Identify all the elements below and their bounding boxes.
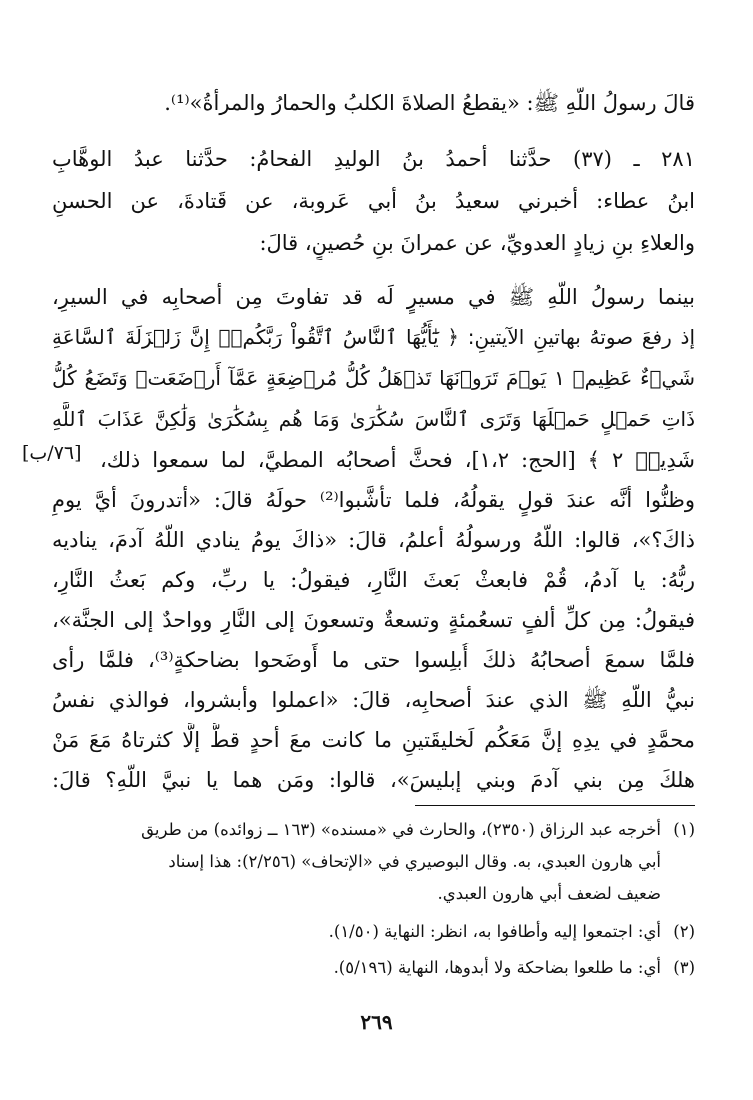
page-number: ٢٦٩ [360,1010,393,1034]
footnote-1 [52,815,695,845]
text-line-4: والعلاءِ بنِ زيادٍ العدويِّ، عن عمرانَ بنِ حُصينٍ، قالَ: [259,231,695,255]
footnote-text: أي: ما طلعوا بضاحكة ولا أبدوها، النهاية (٥/١٩٦). [333,958,661,977]
footnote-text: أخرجه عبد الرزاق (٢٣٥٠)، والحارث في «مسنده» (١٦٣ ــ زوائده) من طريق [141,820,661,839]
footnote-1-cont-2 [52,879,695,909]
footnote-number: (١) [673,820,695,839]
text-line-9: شَدِيدٞ ٢ ﴾ [الحج: ١،٢]، فحثَّ أصحابُه المطيَّ، لما سمعوا ذلك، [100,448,695,472]
text-line-5: بينما رسولُ اللّهِ ﷺ في مسيرٍ لَه قد تفاوتَ مِن أصحابِه في السيرِ، [52,285,695,309]
footnote-3 [52,953,695,983]
text-line-17: هلكَ مِن بني آدمَ وبني إبليسَ»، قالوا: ومَن هما يا نبيَّ اللّهِ؟ قالَ: [52,768,695,792]
footnote-1-cont-1 [52,847,695,877]
text-line-6: إذ رفعَ صوتهُ بهاتينِ الآيتينِ: ﴿ يَٰٓأَيُّهَا ٱلنَّاسُ ٱتَّقُواْ رَبَّكُمۡۚ إِنَّ زَلۡزَلَةَ ٱلسَّاعَةِ [52,325,695,349]
text-line-12: ربُّهُ: يا آدمُ، قُمْ فابعثْ بَعثَ النَّارِ، فيقولُ: يا ربِّ، وكم بَعثُ النَّارِ، [52,568,695,592]
text-line-16: محمَّدٍ في يدِهِ إنَّ مَعَكُم لَخليقَتينِ ما كانت معَ أحدٍ قطُّ إلَّا كثرتاهُ مَعَ مَنْ [52,728,695,752]
text-line-2: ٢٨١ ـ (٣٧) حدَّثنا أحمدُ بنُ الوليدِ الفحامُ: حدَّثنا عبدُ الوهَّابِ [52,147,695,171]
text-line-3: ابنُ عطاء: أخبرني سعيدُ بنُ أبي عَروبة، عن قَتادةَ، عن الحسنِ [52,189,695,213]
text-line-7: شَيۡءٌ عَظِيمٞ ١ يَوۡمَ تَرَوۡنَهَا تَذۡهَلُ كُلُّ مُرۡضِعَةٍ عَمَّآ أَرۡضَعَتۡ وَتَضَعُ كُلُّ [52,366,695,390]
text-line-10: وظنُّوا أنَّه عندَ قولٍ يقولُهُ، فلما تأشَّبوا⁽²⁾ حولَهُ قالَ: «أتدرونَ أيَّ يومِ [52,488,695,512]
text-line-13: فيقولُ: مِن كلِّ ألفٍ تسعُمئةٍ وتسعةٌ وتسعونَ إلى النَّارِ وواحدٌ إلى الجنَّة»، [52,608,695,632]
text-line-11: ذاكَ؟»، قالوا: اللّهُ ورسولُهُ أعلمُ، قالَ: «ذاكَ يومُ ينادي اللّهُ آدمَ، يناديه [52,528,695,552]
footnote-text: أبي هارون العبدي، به. وقال البوصيري في «الإتحاف» (٢/٢٥٦): هذا إسناد [168,852,661,871]
text-line-15: نبيُّ اللّهِ ﷺ الذي عندَ أصحابِه، قالَ: «اعملوا وأبشروا، فوالذي نفسُ [52,688,695,712]
text-line-14: فلمَّا سمعَ أصحابُهُ ذلكَ أُبلِسوا حتى ما أَوضَحوا بضاحكةٍ⁽³⁾، فلمَّا رأى [52,648,695,672]
footnote-text: أي: اجتمعوا إليه وأطافوا به، انظر: النهاية (١/٥٠). [328,922,661,941]
footnote-2 [52,917,695,947]
footnote-number: (٣) [673,958,695,977]
folio-marker: [٧٦/ب] [22,442,82,464]
footnote-separator [415,805,695,806]
footnote-number: (٢) [673,922,695,941]
text-line-8: ذَاتِ حَمۡلٍ حَمۡلَهَا وَتَرَى ٱلنَّاسَ سُكَٰرَىٰ وَمَا هُم بِسُكَٰرَىٰ وَلَٰكِنَّ عَذَابَ ٱللَّهِ [52,407,695,431]
footnote-text: ضعيف لضعف أبي هارون العبدي. [437,884,661,903]
text-line-1: قالَ رسولُ اللّهِ ﷺ: «يقطعُ الصلاةَ الكلبُ والحمارُ والمرأةُ»⁽¹⁾. [164,91,695,115]
